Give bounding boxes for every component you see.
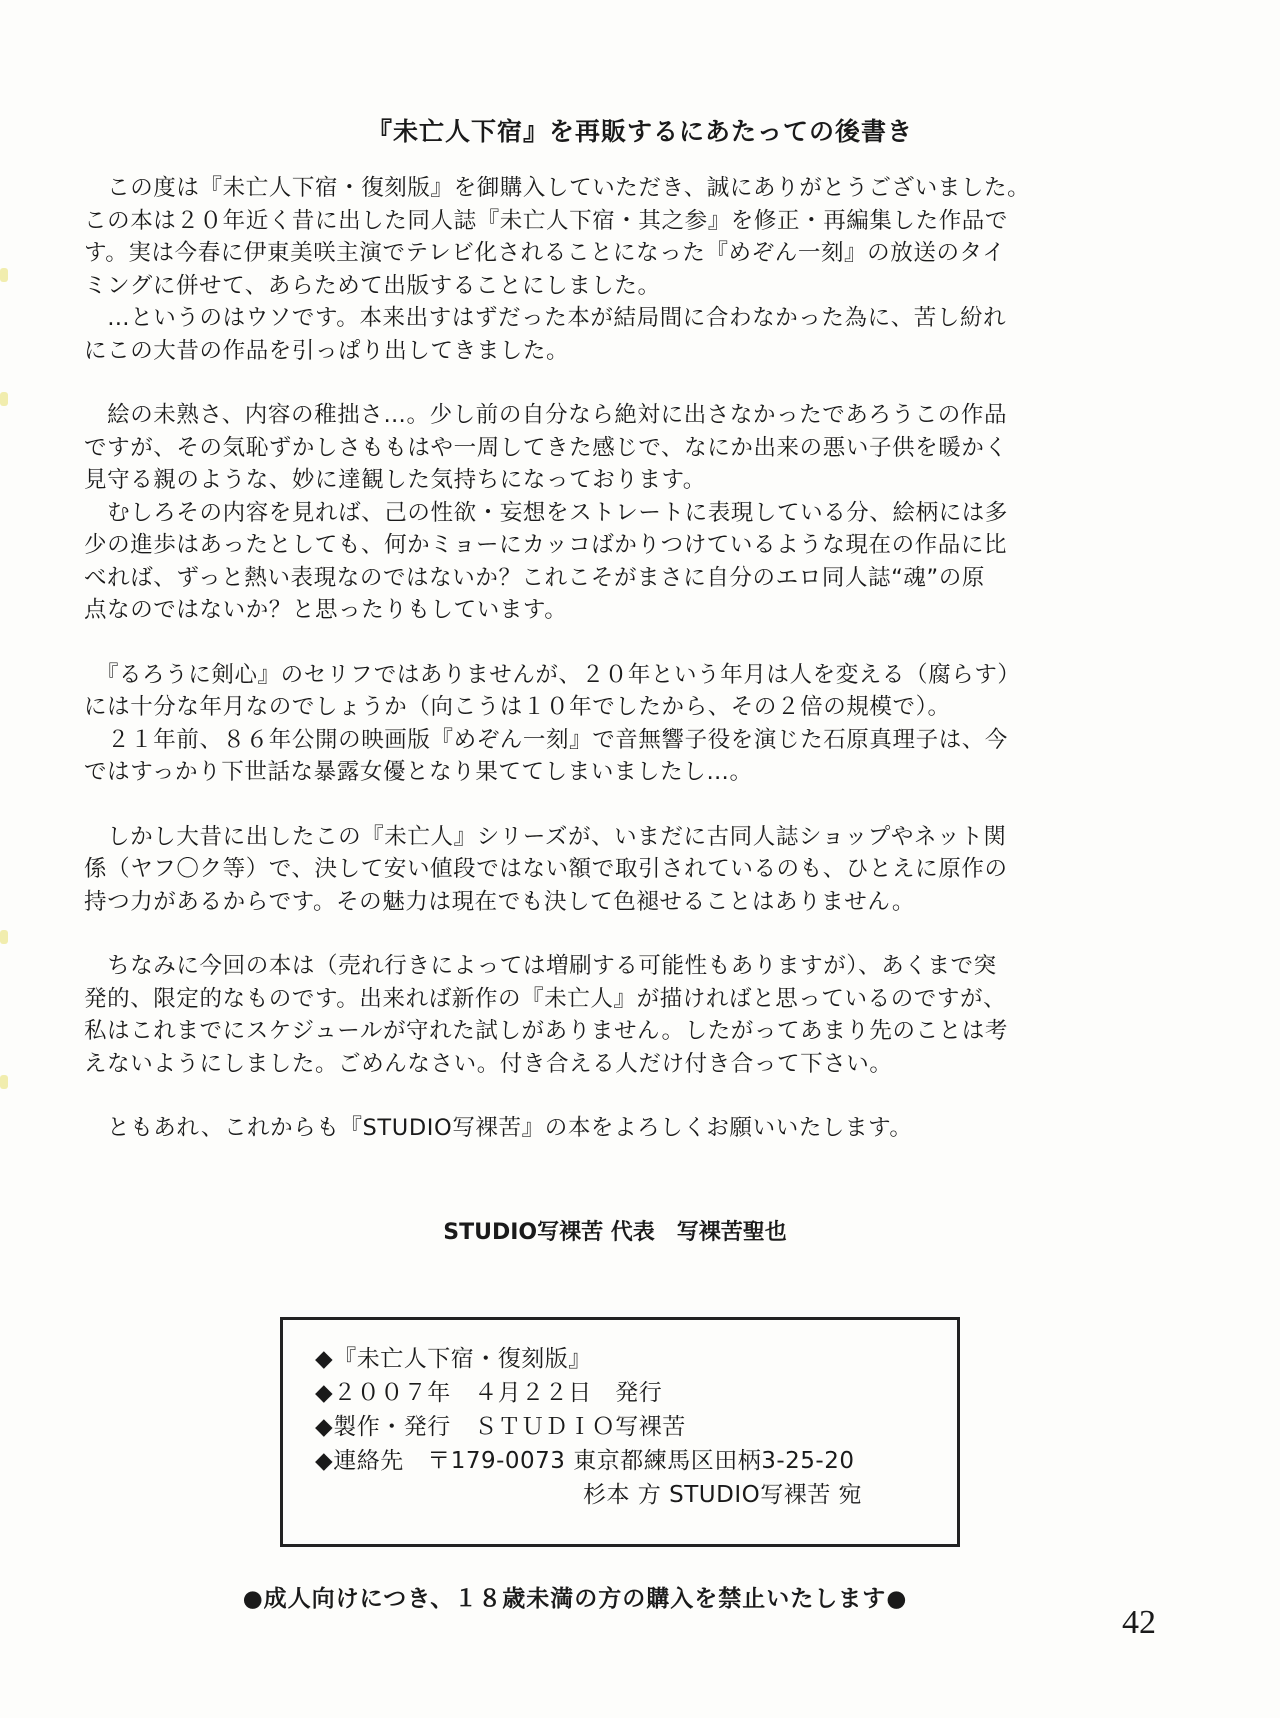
text-line: むしろその内容を見れば、己の性欲・妄想をストレートに表現している分、絵柄には多 bbox=[84, 499, 1009, 526]
text-line: ２１年前、８６年公開の映画版『めぞん一刻』で音無響子役を演じた石原真理子は、今 bbox=[84, 726, 1009, 753]
text-line: しかし大昔に出したこの『未亡人』シリーズが、いまだに古同人誌ショップやネット関 bbox=[84, 823, 1007, 850]
colophon-box bbox=[280, 1317, 960, 1547]
edge-mark bbox=[0, 268, 8, 282]
afterword-body bbox=[84, 172, 1194, 1145]
paragraph bbox=[84, 1112, 1194, 1145]
afterword-title: 『未亡人下宿』を再販するにあたっての後書き bbox=[366, 117, 913, 146]
text-line: えないようにしました。ごめんなさい。付き合える人だけ付き合って下さい。 bbox=[84, 1050, 893, 1077]
colophon-contact: ◆連絡先 〒179-0073 東京都練馬区田柄3-25-20 bbox=[315, 1448, 855, 1474]
text-line: 少の進歩はあったとしても、何かミョーにカッコばかりつけているような現在の作品に比 bbox=[84, 532, 1008, 558]
text-line: 係（ヤフ〇ク等）で、決して安い値段ではない額で取引されているのも、ひとえに原作の bbox=[84, 856, 1008, 882]
text-line: ミングに併せて、あらためて出版することにしました。 bbox=[84, 272, 661, 299]
text-line: ともあれ、これからも『STUDIO写裸苦』の本をよろしくお願いいたします。 bbox=[84, 1115, 913, 1141]
paragraph bbox=[84, 399, 1194, 627]
edge-mark bbox=[0, 1075, 8, 1089]
paragraph bbox=[84, 821, 1194, 919]
text-line: 持つ力があるからです。その魅力は現在でも決して色褪せることはありません。 bbox=[84, 888, 915, 915]
edge-mark bbox=[0, 930, 8, 944]
text-line: ちなみに今回の本は（売れ行きによっては増刷する可能性もありますが）、あくまで突 bbox=[84, 953, 997, 979]
paragraph bbox=[84, 659, 1194, 789]
text-line: す。実は今春に伊東美咲主演でテレビ化されることになった『めぞん一刻』の放送のタイ bbox=[84, 240, 1006, 266]
text-line: ですが、その気恥ずかしさももはや一周してきた感じで、なにか出来の悪い子供を暖かく bbox=[84, 434, 1008, 461]
colophon-publisher: ◆製作・発行 ＳＴＵＤＩＯ写裸苦 bbox=[315, 1414, 686, 1440]
paragraph bbox=[84, 172, 1194, 367]
colophon-title: ◆『未亡人下宿・復刻版』 bbox=[315, 1346, 592, 1372]
signature: STUDIO写裸苦 代表 写裸苦聖也 bbox=[443, 1220, 787, 1245]
age-warning: ●成人向けにつき、１８歳未満の方の購入を禁止いたします● bbox=[242, 1586, 908, 1612]
text-line: 見守る親のような、妙に達観した気持ちになっております。 bbox=[84, 467, 706, 493]
text-line: 私はこれまでにスケジュールが守れた試しがありません。したがってあまり先のことは考 bbox=[84, 1018, 1009, 1044]
page-number: 42 bbox=[1122, 1604, 1156, 1641]
colophon-date: ◆２００７年 ４月２２日 発行 bbox=[315, 1380, 663, 1406]
text-line: 『るろうに剣心』のセリフではありませんが、２０年という年月は人を変える（腐らす） bbox=[84, 661, 1021, 688]
text-line: 発的、限定的なものです。出来れば新作の『未亡人』が描ければと思っているのですが、 bbox=[84, 985, 1007, 1012]
text-line: べれば、ずっと熱い表現なのではないか？これこそがまさに自分のエロ同人誌“魂”の原 bbox=[84, 564, 985, 591]
text-line: この度は『未亡人下宿・復刻版』を御購入していただき、誠にありがとうございました。 bbox=[84, 175, 1031, 201]
text-line: 絵の未熟さ、内容の稚拙さ…。少し前の自分なら絶対に出さなかったであろうこの作品 bbox=[84, 402, 1008, 428]
text-line: この本は２０年近く昔に出した同人誌『未亡人下宿・其之参』を修正・再編集した作品で bbox=[84, 207, 1009, 234]
paragraph bbox=[84, 950, 1194, 1080]
text-line: ではすっかり下世話な暴露女優となり果ててしまいましたし…。 bbox=[84, 759, 753, 785]
text-line: 点なのではないか？と思ったりもしています。 bbox=[84, 597, 568, 623]
text-line: にこの大昔の作品を引っぱり出してきました。 bbox=[84, 337, 570, 364]
colophon-contact-care-of: 杉本 方 STUDIO写裸苦 宛 bbox=[583, 1482, 863, 1508]
edge-mark bbox=[0, 392, 8, 406]
text-line: …というのはウソです。本来出すはずだった本が結局間に合わなかった為に、苦し紛れ bbox=[84, 305, 1007, 331]
text-line: には十分な年月なのでしょうか（向こうは１０年でしたから、その２倍の規模で）。 bbox=[84, 694, 951, 720]
